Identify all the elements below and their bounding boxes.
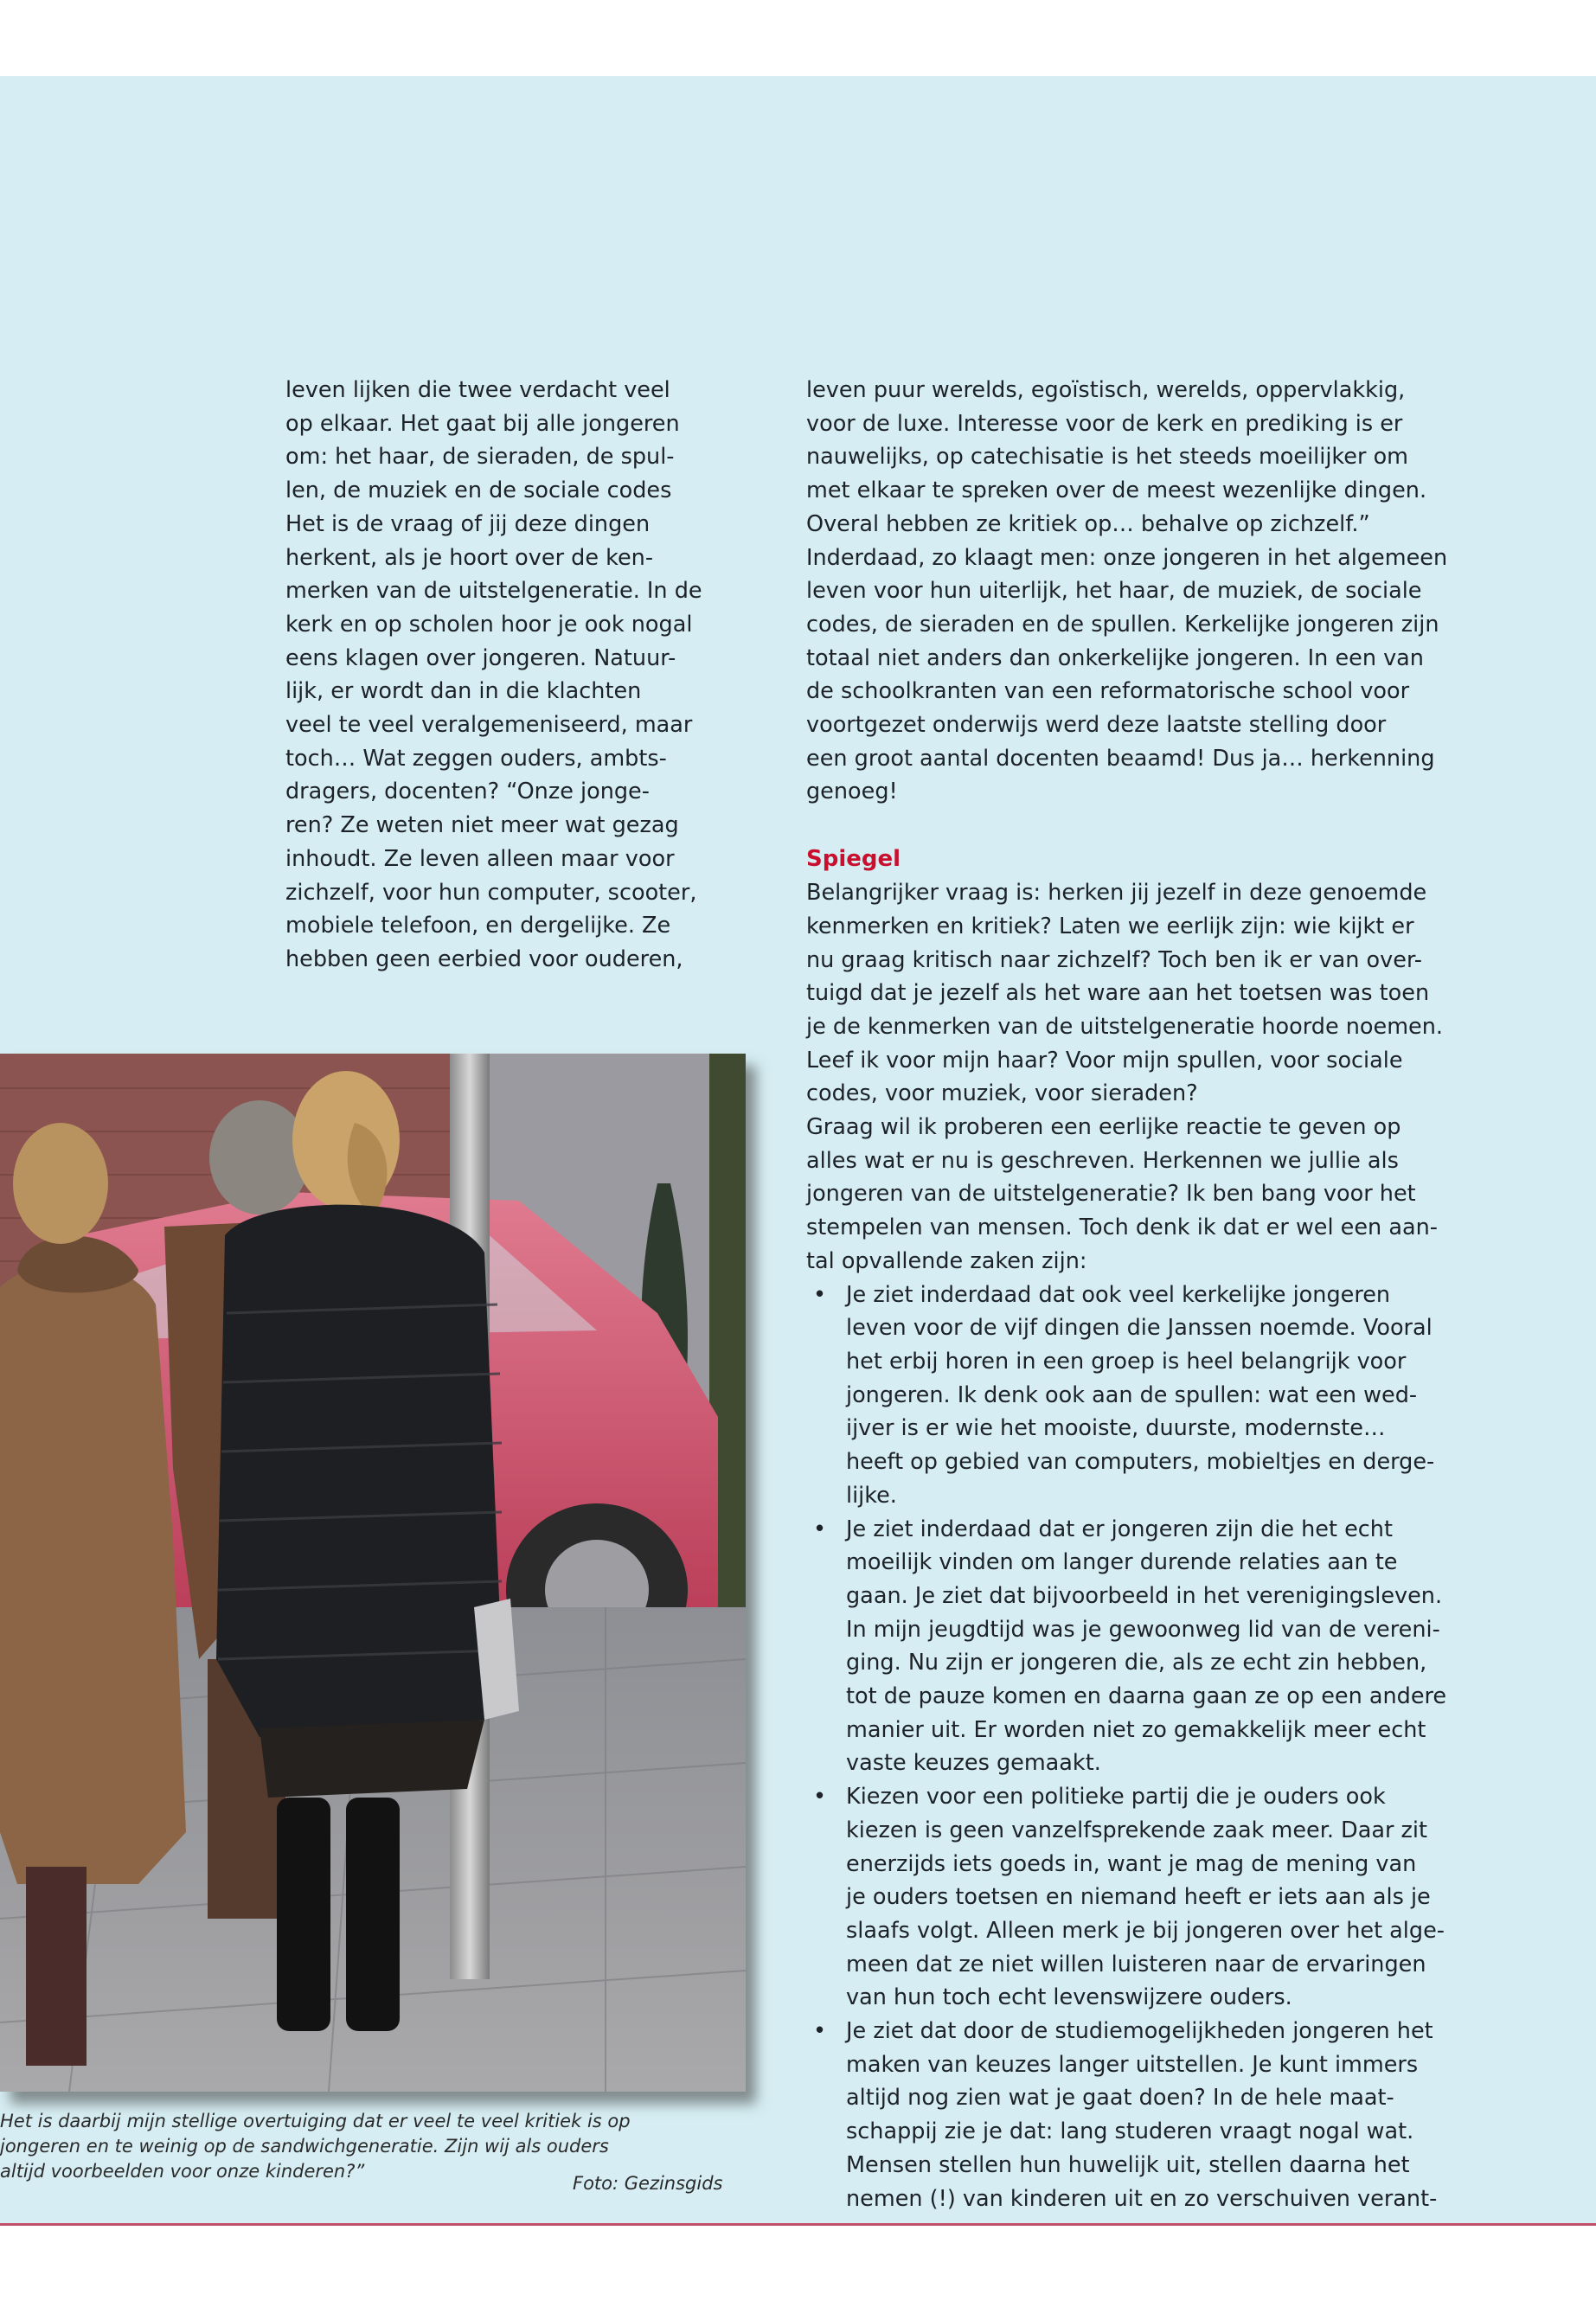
text-line: leven voor hun uiterlijk, het haar, de muziek, de sociale bbox=[806, 578, 1422, 605]
text-line: len, de muziek en de sociale codes bbox=[285, 478, 672, 504]
text-line: • Kiezen voor een politieke partij die je ouders ook bbox=[846, 1784, 1386, 1811]
photo-frame bbox=[0, 1054, 746, 2092]
text-line: Belangrijker vraag is: herken jij jezelf in deze genoemde bbox=[806, 880, 1427, 907]
text-line: • Je ziet inderdaad dat ook veel kerkelijke jongeren bbox=[846, 1281, 1391, 1308]
text-line: hebben geen eerbied voor ouderen, bbox=[285, 945, 683, 972]
bullet-item bbox=[806, 1513, 1516, 1781]
text-line: stempelen van mensen. Toch denk ik dat er wel een aan- bbox=[806, 1215, 1438, 1241]
caption-line: jongeren en te weinig op de sandwichgeneratie. Zijn wij als ouders bbox=[0, 2136, 609, 2157]
bullet-item bbox=[806, 2015, 1516, 2215]
section-paragraph bbox=[806, 876, 1516, 1278]
text-line: ijver is er wie het mooiste, duurste, modernste… bbox=[846, 1415, 1386, 1442]
text-line: leven puur werelds, egoïstisch, werelds, oppervlakkig, bbox=[806, 377, 1406, 403]
text-line: In mijn jeugdtijd was je gewoonweg lid van de vereni- bbox=[846, 1616, 1440, 1643]
caption-line: Het is daarbij mijn stellige overtuiging dat er veel te veel kritiek is op bbox=[0, 2111, 631, 2131]
text-line: leven lijken die twee verdacht veel bbox=[285, 377, 670, 403]
text-line: om: het haar, de sieraden, de spul- bbox=[285, 444, 675, 471]
text-line: tuigd dat je jezelf als het ware aan het toetsen was toen bbox=[806, 980, 1430, 1007]
text-line: alles wat er nu is geschreven. Herkennen we jullie als bbox=[806, 1147, 1399, 1174]
bullet-item bbox=[806, 1279, 1516, 1513]
text-line: Inderdaad, zo klaagt men: onze jongeren in het algemeen bbox=[806, 544, 1448, 571]
text-line: veel te veel veralgemeniseerd, maar bbox=[285, 712, 693, 739]
text-line: maken van keuzes langer uitstellen. Je kunt immers bbox=[846, 2051, 1419, 2078]
text-line: meen dat ze niet willen luisteren naar de ervaringen bbox=[846, 1951, 1426, 1977]
text-line: lijk, er wordt dan in die klachten bbox=[285, 678, 642, 705]
text-line: nemen (!) van kinderen uit en zo verschuiven verant- bbox=[846, 2185, 1438, 2212]
caption-line: altijd voorbeelden voor onze kinderen?” bbox=[0, 2161, 365, 2182]
street-photo bbox=[0, 1054, 746, 2092]
text-line: Overal hebben ze kritiek op… behalve op zichzelf.” bbox=[806, 510, 1370, 537]
text-line: kenmerken en kritiek? Laten we eerlijk zijn: wie kijkt er bbox=[806, 913, 1414, 939]
text-line: Leef ik voor mijn haar? Voor mijn spullen, voor sociale bbox=[806, 1047, 1403, 1074]
text-line: ging. Nu zijn er jongeren die, als ze echt zin hebben, bbox=[846, 1650, 1427, 1676]
text-line: lijke. bbox=[846, 1482, 897, 1509]
text-line: op elkaar. Het gaat bij alle jongeren bbox=[285, 410, 680, 437]
text-line: je de kenmerken van de uitstelgeneratie hoorde noemen. bbox=[806, 1013, 1444, 1040]
text-line: kerk en op scholen hoor je ook nogal bbox=[285, 611, 693, 638]
text-line: ren? Ze weten niet meer wat gezag bbox=[285, 812, 679, 839]
text-line: toch… Wat zeggen ouders, ambts- bbox=[285, 745, 667, 772]
text-line: zichzelf, voor hun computer, scooter, bbox=[285, 879, 697, 906]
text-line: Het is de vraag of jij deze dingen bbox=[285, 510, 651, 537]
text-line: schappij zie je dat: lang studeren vraagt nogal wat. bbox=[846, 2118, 1414, 2145]
text-line: jongeren. Ik denk ook aan de spullen: wat een wed- bbox=[846, 1381, 1418, 1408]
text-line: kiezen is geen vanzelfsprekende zaak meer. Daar zit bbox=[846, 1817, 1428, 1843]
text-line: van hun toch echt levenswijzere ouders. bbox=[846, 1984, 1292, 2011]
text-line: altijd nog zien wat je gaat doen? In de hele maat- bbox=[846, 2085, 1394, 2112]
text-line: merken van de uitstelgeneratie. In de bbox=[285, 578, 702, 605]
text-line: voor de luxe. Interesse voor de kerk en prediking is er bbox=[806, 410, 1403, 437]
text-line: Graag wil ik proberen een eerlijke reactie te geven op bbox=[806, 1114, 1401, 1141]
text-line: de schoolkranten van een reformatorische school voor bbox=[806, 678, 1410, 705]
text-line: • Je ziet dat door de studiemogelijkheden jongeren het bbox=[846, 2018, 1433, 2045]
text-line: vaste keuzes gemaakt. bbox=[846, 1750, 1101, 1777]
text-line: moeilijk vinden om langer durende relaties aan te bbox=[846, 1549, 1398, 1576]
section-heading: Spiegel bbox=[806, 846, 901, 873]
text-line: genoeg! bbox=[806, 779, 898, 805]
bullet-list bbox=[806, 1279, 1516, 2216]
text-line: • Je ziet inderdaad dat er jongeren zijn die het echt bbox=[846, 1516, 1393, 1542]
text-line: nu graag kritisch naar zichzelf? Toch ben ik er van over- bbox=[806, 946, 1422, 973]
text-line: het erbij horen in een groep is heel belangrijk voor bbox=[846, 1348, 1407, 1375]
text-line: Mensen stellen hun huwelijk uit, stellen daarna het bbox=[846, 2151, 1410, 2178]
text-line: een groot aantal docenten beaamd! Dus ja… herkenning bbox=[806, 745, 1435, 772]
right-text-column bbox=[806, 374, 1516, 2215]
text-line: gaan. Je ziet dat bijvoorbeeld in het verenigingsleven. bbox=[846, 1582, 1443, 1609]
text-line: slaafs volgt. Alleen merk je bij jongeren over het alge- bbox=[846, 1917, 1445, 1944]
text-line: tal opvallende zaken zijn: bbox=[806, 1247, 1087, 1274]
left-text-column bbox=[285, 374, 753, 977]
text-line: codes, voor muziek, voor sieraden? bbox=[806, 1080, 1198, 1107]
text-line: dragers, docenten? “Onze jonge- bbox=[285, 779, 650, 805]
photo-credit: Foto: Gezinsgids bbox=[573, 2173, 723, 2194]
text-line: codes, de sieraden en de spullen. Kerkelijke jongeren zijn bbox=[806, 611, 1439, 638]
bullet-item bbox=[806, 1780, 1516, 2015]
text-line: nauwelijks, op catechisatie is het steeds moeilijker om bbox=[806, 444, 1409, 471]
text-line: heeft op gebied van computers, mobieltjes en derge- bbox=[846, 1449, 1435, 1476]
text-line: voortgezet onderwijs werd deze laatste stelling door bbox=[806, 712, 1387, 739]
page-bottom-rule bbox=[0, 2223, 1596, 2226]
text-line: met elkaar te spreken over de meest wezenlijke dingen. bbox=[806, 478, 1427, 504]
intro-paragraph bbox=[806, 374, 1516, 809]
text-line: herkent, als je hoort over de ken- bbox=[285, 544, 654, 571]
text-line: tot de pauze komen en daarna gaan ze op een andere bbox=[846, 1683, 1447, 1710]
text-line: eens klagen over jongeren. Natuur- bbox=[285, 644, 676, 671]
text-line: leven voor de vijf dingen die Janssen noemde. Vooral bbox=[846, 1315, 1433, 1342]
text-line: jongeren van de uitstelgeneratie? Ik ben bang voor het bbox=[806, 1181, 1416, 1208]
text-line: enerzijds iets goeds in, want je mag de mening van bbox=[846, 1850, 1417, 1877]
text-line: je ouders toetsen en niemand heeft er iets aan als je bbox=[846, 1884, 1431, 1911]
text-line: mobiele telefoon, en dergelijke. Ze bbox=[285, 913, 671, 939]
text-line: totaal niet anders dan onkerkelijke jongeren. In een van bbox=[806, 644, 1424, 671]
text-line: manier uit. Er worden niet zo gemakkelijk meer echt bbox=[846, 1716, 1426, 1743]
text-line: inhoudt. Ze leven alleen maar voor bbox=[285, 845, 675, 872]
